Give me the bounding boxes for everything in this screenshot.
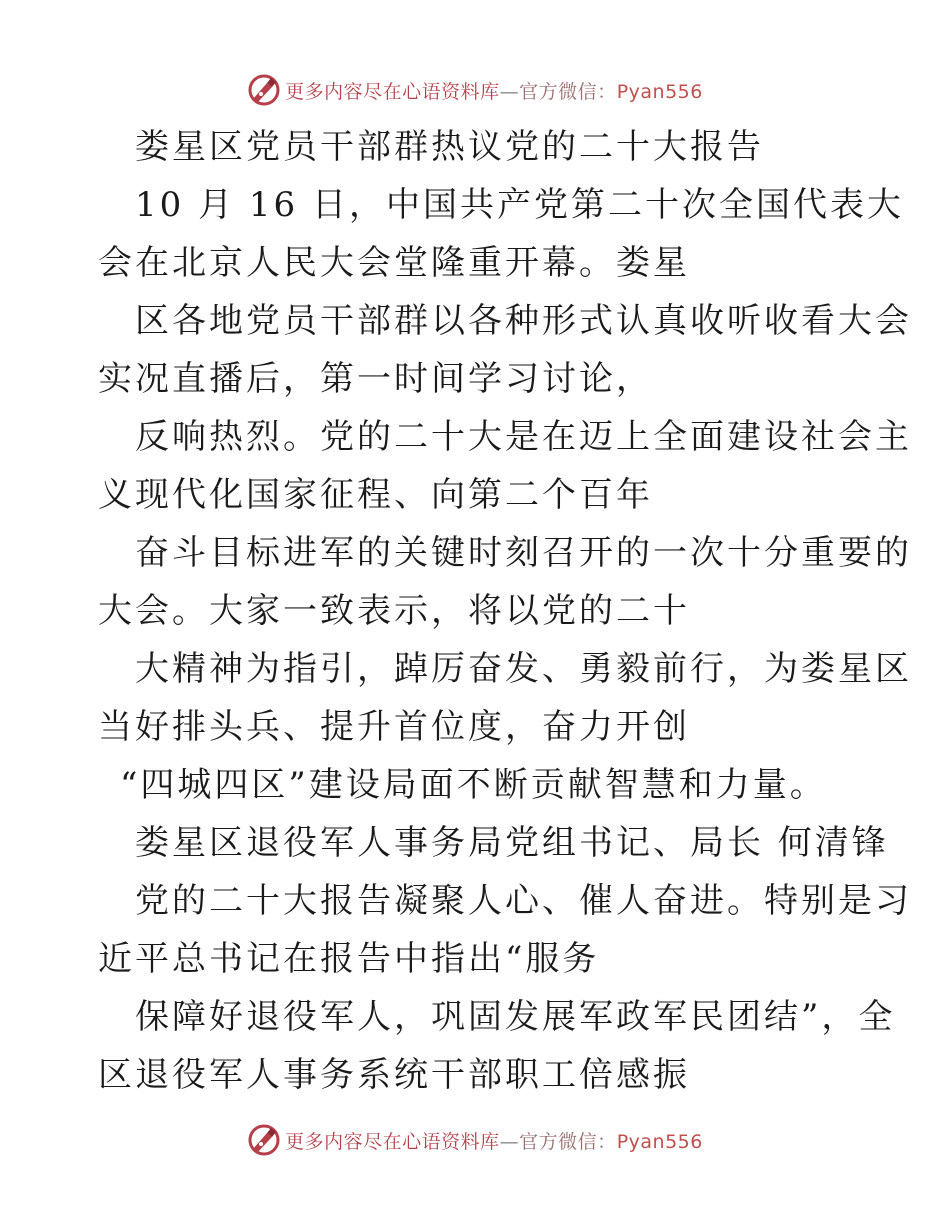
paragraph-line: 义现代化国家征程、向第二个百年 [98, 475, 653, 515]
banner-dash: — [499, 1130, 520, 1153]
banner-text [285, 77, 703, 104]
banner-text [285, 1127, 703, 1154]
header-banner [0, 70, 950, 110]
paragraph-line: 大会。大家一致表示，将以党的二十 [98, 591, 690, 631]
paragraph-line: “四城四区”建设局面不断贡献智慧和力量。 [120, 765, 827, 805]
paragraph-line: 区各地党员干部群以各种形式认真收听收看大会 [135, 301, 912, 341]
pen-logo-icon [247, 1123, 281, 1157]
paragraph-line: 10 月 16 日，中国共产党第二十次全国代表大 [135, 185, 904, 225]
paragraph-line: 党的二十大报告凝聚人心、催人奋进。特别是习 [135, 881, 912, 921]
banner-main-text: 更多内容尽在心语资料库 [285, 1130, 500, 1153]
banner-wechat-id: Pyan556 [616, 80, 703, 103]
paragraph-line: 近平总书记在报告中指出“服务 [98, 939, 600, 979]
banner-main-text: 更多内容尽在心语资料库 [285, 80, 500, 103]
banner-dash: — [499, 80, 520, 103]
banner-wechat-id: Pyan556 [616, 1130, 703, 1153]
footer-banner [0, 1120, 950, 1160]
section-author-line: 娄星区退役军人事务局党组书记、局长 何清锋 [135, 823, 889, 863]
paragraph-line: 保障好退役军人，巩固发展军政军民团结”，全 [135, 997, 896, 1037]
paragraph-line: 奋斗目标进军的关键时刻召开的一次十分重要的 [135, 533, 912, 573]
paragraph-line: 区退役军人事务系统干部职工倍感振 [98, 1055, 690, 1095]
paragraph-line: 会在北京人民大会堂隆重开幕。娄星 [98, 243, 690, 283]
banner-official-label: 官方微信： [519, 1130, 617, 1153]
paragraph-line: 反响热烈。党的二十大是在迈上全面建设社会主 [135, 417, 912, 457]
paragraph-line: 大精神为指引，踔厉奋发、勇毅前行，为娄星区 [135, 649, 912, 689]
banner-official-label: 官方微信： [519, 80, 617, 103]
paragraph-line: 当好排头兵、提升首位度，奋力开创 [98, 707, 690, 747]
paragraph-line: 实况直播后，第一时间学习讨论， [98, 359, 653, 399]
pen-logo-icon [247, 73, 281, 107]
document-title: 娄星区党员干部群热议党的二十大报告 [135, 127, 764, 167]
